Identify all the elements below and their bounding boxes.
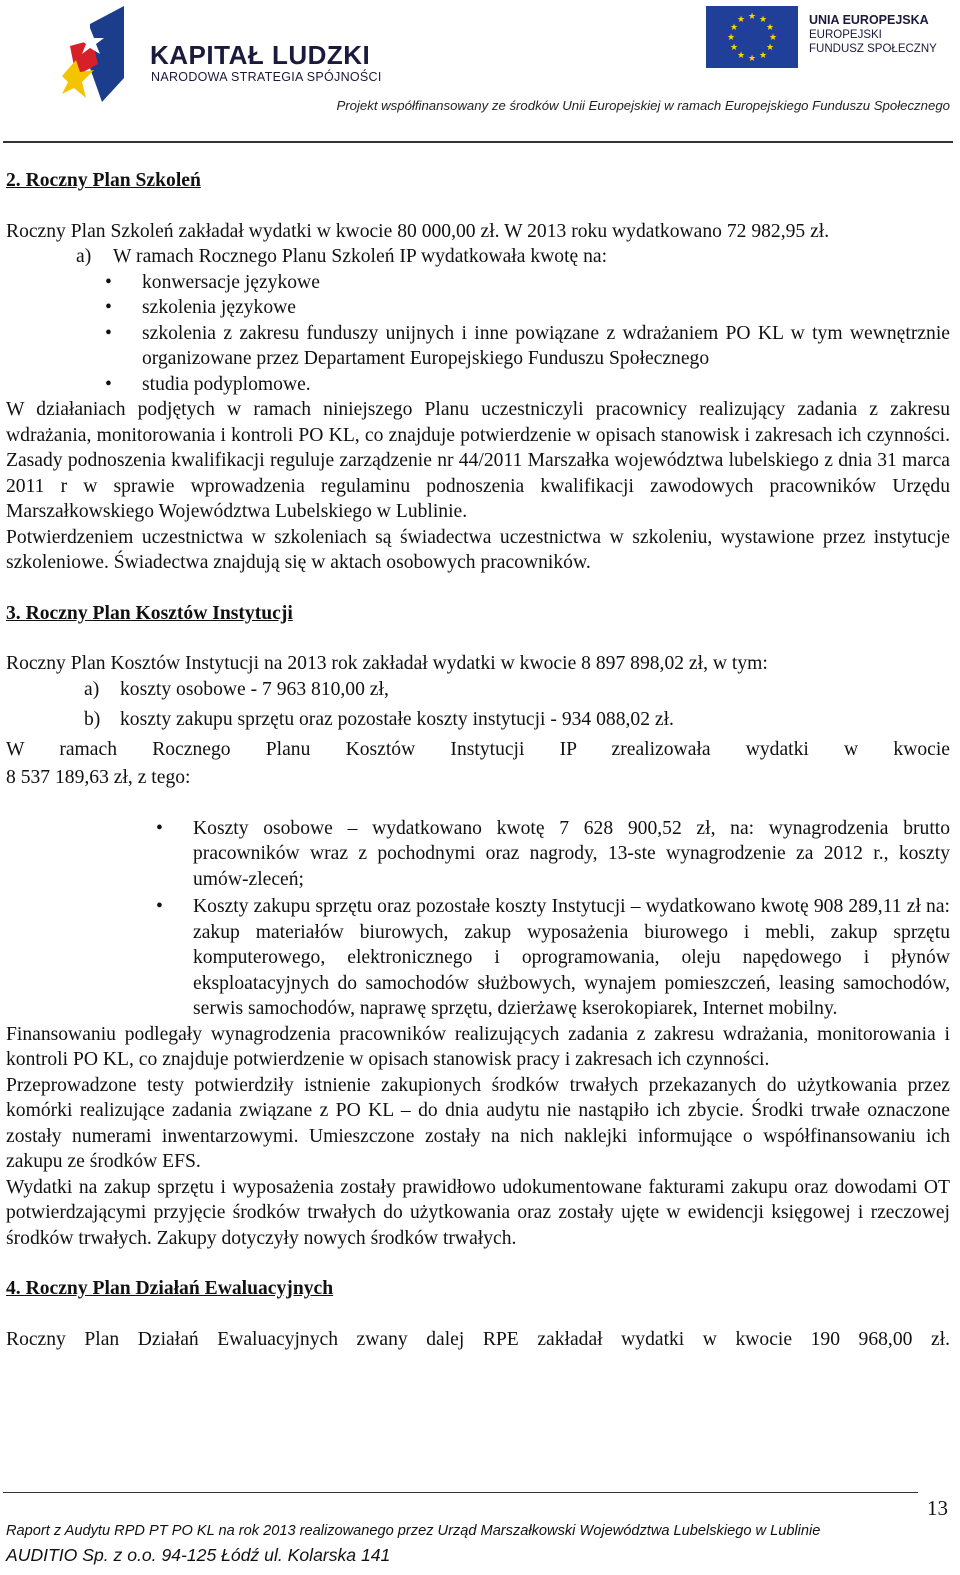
svg-text:★: ★ xyxy=(726,33,736,43)
list-item: • konwersacje językowe xyxy=(6,270,950,296)
section3-heading: 3. Roczny Plan Kosztów Instytucji xyxy=(6,602,293,624)
section3-realized-line1: W ramach Rocznego Planu Kosztów Instytucji IP zrealizowała wydatki w kwocie xyxy=(6,738,950,760)
item-b-label: b) xyxy=(84,709,101,730)
item-a-text: koszty osobowe - 7 963 810,00 zł, xyxy=(120,678,389,700)
cofinancing-note: Projekt współfinansowany ze środków Unii Europejskiej w ramach Europejskiego Funduszu Społecznego xyxy=(336,98,950,113)
section4-heading: 4. Roczny Plan Działań Ewaluacyjnych xyxy=(6,1278,334,1299)
item-b-text: koszty zakupu sprzętu oraz pozostałe koszty instytucji - 934 088,02 zł. xyxy=(120,709,674,730)
svg-text:★: ★ xyxy=(768,33,778,43)
section3-para3: Wydatki na zakup sprzętu i wyposażenia zostały prawidłowo udokumentowane fakturami zakupu oraz dowodami OT potwierdzającymi przyjęcie środków trwałych do użytkowania oraz zostały ujęte w ewidencji księgowej i rzeczowej środków trwałych. Zakupy dotyczyły nowych środków trwałych. xyxy=(6,1176,950,1249)
item-a-text: W ramach Rocznego Planu Szkoleń IP wydatkowała kwotę na: xyxy=(113,246,608,267)
footer-report-line: Raport z Audytu RPD PT PO KL na rok 2013 realizowanego przez Urząd Marszałkowski Województwa Lubelskiego w Lublinie xyxy=(6,1523,821,1539)
eu-label xyxy=(809,13,937,56)
svg-text:★: ★ xyxy=(758,51,768,61)
kapital-ludzki-logo xyxy=(62,6,130,110)
eu-line3: FUNDUSZ SPOŁECZNY xyxy=(809,43,937,55)
item-a-label: a) xyxy=(84,678,100,700)
section2-para2: Potwierdzeniem uczestnictwa w szkoleniach są świadectwa uczestnictwa w szkoleniu, wystawione przez instytucje szkoleniowe. Świadectwa znajdują się w aktach osobowych pracowników. xyxy=(6,526,950,573)
svg-text:★: ★ xyxy=(736,15,746,25)
list-item: • studia podyplomowe. xyxy=(6,372,950,398)
eu-line2: EUROPEJSKI xyxy=(809,29,882,41)
document-body xyxy=(6,168,950,1352)
svg-text:★: ★ xyxy=(758,15,768,25)
section2-item-a xyxy=(6,244,950,270)
svg-text:★: ★ xyxy=(765,23,775,33)
eu-flag-icon xyxy=(706,6,798,68)
svg-text:★: ★ xyxy=(736,51,746,61)
page-number: 13 xyxy=(927,1496,948,1520)
item-a-label: a) xyxy=(76,246,92,267)
svg-text:★: ★ xyxy=(747,54,757,64)
list-item: • szkolenia z zakresu funduszy unijnych i inne powiązane z wdrażaniem PO KL w tym wewnętrznie organizowane przez Departament Europejskiego Funduszu Społecznego xyxy=(6,321,950,372)
section2-para1: W działaniach podjętych w ramach niniejszego Planu uczestniczyli pracownicy realizujący zadania z zakresu wdrażania, monitorowania i kontroli PO KL, co znajduje potwierdzenie w opisach stanowisk i zakresach ich czynności. Zasady podnoszenia kwalifikacji reguluje zarządzenie nr 44/2011 Marszałka województwa lubelskiego z dnia 31 marca 2011 r w sprawie wprowadzenia regulaminu podnoszenia kwalifikacji zawodowych pracowników Urzędu Marszałkowskiego Województwa Lubelskiego w Lublinie. xyxy=(6,399,950,522)
section3-para1: Finansowaniu podlegały wynagrodzenia pracowników realizujących zadania z zakresu wdrażania, monitorowania i kontroli PO KL, co znajduje potwierdzenie w opisach stanowisk pracy i zakresach ich czynności. xyxy=(6,1023,950,1070)
svg-text:★: ★ xyxy=(729,43,739,53)
section3-realized-line2: 8 537 189,63 zł, z tego: xyxy=(6,767,191,788)
footer-divider xyxy=(3,1492,918,1493)
eu-line1: UNIA EUROPEJSKA xyxy=(809,13,929,27)
section4-intro: Roczny Plan Działań Ewaluacyjnych zwany dalej RPE zakładał wydatki w kwocie 190 968,00 zł. xyxy=(6,1328,950,1350)
list-item: • Koszty osobowe – wydatkowano kwotę 7 628 900,52 zł, na: wynagrodzenia brutto pracowników wraz z pochodnymi oraz nagrody, 13-ste wynagrodzenie za 2012 r., koszty umów-zleceń; xyxy=(6,816,950,893)
list-item: • szkolenia językowe xyxy=(6,295,950,321)
list-item: • Koszty zakupu sprzętu oraz pozostałe koszty Instytucji – wydatkowano kwotę 908 289,11 zł na: zakup materiałów biurowych, zakup wyposażenia biurowego i mebli, zakup sprzętu komputerowego, elektronicznego i oprogramowania, oleju napędowego i płynów eksploatacyjnych do samochodów służbowych, wynajem pomieszczeń, leasing samochodów, serwis samochodów, naprawę sprzętu, dzierżawę kserokopiarek, Internet mobilny. xyxy=(6,894,950,1022)
section3-intro: Roczny Plan Kosztów Instytucji na 2013 rok zakładał wydatki w kwocie 8 897 898,02 zł, w tym: xyxy=(6,653,768,674)
program-subtitle: NARODOWA STRATEGIA SPÓJNOŚCI xyxy=(151,70,382,84)
svg-text:★: ★ xyxy=(765,43,775,53)
header-divider xyxy=(3,141,953,143)
page-header xyxy=(0,0,960,150)
section3-item-b xyxy=(6,707,950,733)
svg-text:★: ★ xyxy=(747,12,757,22)
section2-intro: Roczny Plan Szkoleń zakładał wydatki w kwocie 80 000,00 zł. W 2013 roku wydatkowano 72 982,95 zł. xyxy=(6,220,830,242)
svg-text:★: ★ xyxy=(729,23,739,33)
section2-heading: 2. Roczny Plan Szkoleń xyxy=(6,170,201,191)
program-title: KAPITAŁ LUDZKI xyxy=(150,40,371,70)
section3-para2: Przeprowadzone testy potwierdziły istnienie zakupionych środków trwałych przekazanych do użytkowania przez komórki realizujące zadania związane z PO KL – do dnia audytu nie nastąpiło ich zbycie. Środki trwałe oznaczone zostały numerami inwentarzowymi. Umieszczone zostały na nich naklejki informujące o współfinansowaniu ich zakupu ze środków EFS. xyxy=(6,1074,950,1172)
section3-item-a xyxy=(6,677,950,703)
footer-company-line: AUDITIO Sp. z o.o. 94-125 Łódź ul. Kolarska 141 xyxy=(6,1545,391,1565)
